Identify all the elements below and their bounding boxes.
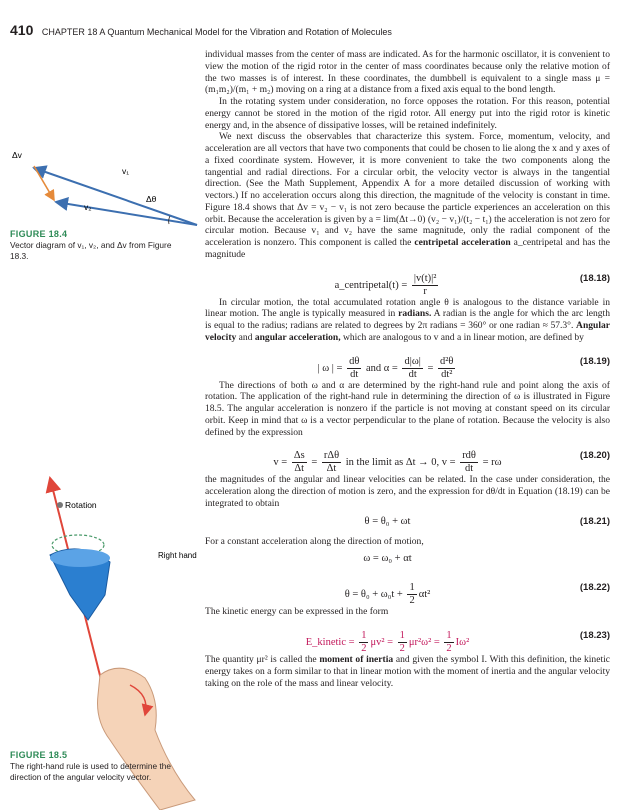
figure-18-4-caption xyxy=(10,229,190,262)
figure-18-5-caption-text: The right-hand rule is used to determine the direction of the angular velocity vector. xyxy=(10,761,171,782)
equation-18-22: θ = θ₀ + ω₀t + $\frac{1}{2}$ αt² (18.22) xyxy=(344,582,610,607)
equation-18-21: θ = θ₀ + ωt (18.21) xyxy=(364,515,610,527)
figure-18-5-caption xyxy=(10,750,190,783)
term-moment-of-inertia: moment of inertia xyxy=(319,654,394,665)
equation-number: (18.22) xyxy=(579,582,610,594)
label-rotation: Rotation xyxy=(65,500,97,510)
label-v2: v₂ xyxy=(84,202,92,212)
label-v1: v₁ xyxy=(122,166,130,176)
equation-18-18: a_centripetal(t) = $\frac{\text{|v(t)|²}}{r}$ (18.18) xyxy=(334,272,610,297)
figure-18-5-label: FIGURE 18.5 xyxy=(10,750,68,760)
term-centripetal-acceleration: centripetal acceleration xyxy=(414,237,511,248)
equation-number: (18.19) xyxy=(579,355,610,367)
term-angular-velocity: Angular velocity xyxy=(205,320,610,343)
v1-arrow xyxy=(34,168,197,225)
figure-18-4-caption-text: Vector diagram of v₁, v₂, and Δv from Figure 18.3. xyxy=(10,240,172,261)
paragraph-2: In the rotating system under consideration, no force opposes the rotation. For this reason, potential energy cannot be stored in the motion of the rigid rotor. All energy put into the rigid rotor is kinetic energy and, in the absence of dissipative losses, will be retained indefinitely. xyxy=(205,96,610,131)
main-text-column xyxy=(205,49,610,689)
running-header xyxy=(10,22,392,38)
spinning-top-rim xyxy=(50,549,110,567)
paragraph-4: In circular motion, the total accumulated rotation angle θ is analogous to the distance variable in linear motion. The angle is typically measured in radians. A radian is the angle for which the arc length is equal to the radius; radians are related to degrees by 2π radians = 360° or one radian ≈ 57.3°. Angular velocity and angular acceleration, which are analogous to v and a in linear motion, are defined by xyxy=(205,296,610,343)
equation-18-19: | ω | = $\frac{d\theta}{dt}$ and α = $\frac{d|\omega|}{dt}$ = $\frac{\text{d²θ}}{\text{dt²}}$ (18.19) xyxy=(317,355,610,380)
label-delta-theta: Δθ xyxy=(146,194,157,204)
paragraph-5: The directions of both ω and α are determined by the right-hand rule and point along the axis of rotation. The application of the right-hand rule in determining the direction of ω is illustrated in Figure 18.5. The angular acceleration is nonzero if the particle is not moving at constant speed on its circular orbit. Keep in mind that ω is a vector perpendicular to the plane of rotation. Because the velocity is also defined by the expression xyxy=(205,379,610,438)
equation-number: (18.18) xyxy=(579,272,610,284)
equation-number: (18.21) xyxy=(579,515,610,527)
equation-18-23: E_kinetic = $\frac{1}{2}$ μv² = $\frac{1}{2}$ μr²ω² = $\frac{1}{2}$ Iω² (18.23) xyxy=(305,630,610,654)
figure-18-4-label: FIGURE 18.4 xyxy=(10,229,68,239)
equation-number: (18.20) xyxy=(579,450,610,462)
equation-number: (18.23) xyxy=(579,630,610,641)
term-radians: radians. xyxy=(398,308,432,320)
term-angular-acceleration: angular acceleration, xyxy=(254,331,341,343)
paragraph-9: The quantity μr² is called the moment of inertia and given the symbol I. With this definition, the kinetic energy takes on a form similar to that in linear motion with the moment of inertia and the angular velocity taking on the role of the mass and linear velocity. xyxy=(205,654,610,689)
paragraph-1: individual masses from the center of mass are indicated. As for the harmonic oscillator, it is convenient to view the motion of the rigid rotor in the center of mass coordinates because only the relative motion of the two masses is of interest. In these coordinates, the dumbbell is equivalent to a single mass μ = (m₁m₂)/(m₁ + m₂) moving on a ring at a distance from a fixed axis equal to the bond length. xyxy=(205,49,610,96)
equation-omega: ω = ω₀ + αt xyxy=(363,553,412,565)
label-right-hand: Right hand xyxy=(158,551,197,560)
page-number: 410 xyxy=(10,22,34,38)
right-hand-icon xyxy=(98,668,196,810)
equation-18-20: v = $\frac{\Delta s}{\Delta t}$ = $\frac{\text{rΔθ}}{\Delta t}$ in the limit as Δt → 0, v = $\frac{\text{rdθ}}{dt}$ = rω (18.20) xyxy=(273,450,610,475)
paragraph-8: The kinetic energy can be expressed in the form xyxy=(205,606,389,618)
v2-arrow xyxy=(56,202,197,225)
label-delta-v: Δv xyxy=(12,150,22,160)
rotation-marker-dot xyxy=(57,502,63,508)
paragraph-7: For a constant acceleration along the direction of motion, xyxy=(205,535,424,547)
paragraph-3: We next discuss the observables that characterize this system. Force, momentum, velocity, and acceleration are all vectors that have two components that could be chosen to lie along the x and y axes of a fixed coordinate system. However, it is more convenient to take the two components along the tangential and radial directions. For a circular orbit, the velocity vector is always in the tangential direction. (See the Math Supplement, Appendix A for a more detailed discussion of working with vectors.) If no acceleration occurs along this direction, the magnitude of the velocity is constant in time. Figure 18.4 shows that Δv = v₂ − v₁ is not zero because the particle experiences an acceleration on this orbit. Because the acceleration is given by a = lim(Δt→0) (v₂ − v₁)/(t₂ − t₁) the acceleration is not zero for circular motion. Because v₁ and v₂ have the same magnitude, only the radial component of the acceleration is nonzero. This component is called the centripetal acceleration a_centripetal and has the magnitude xyxy=(205,131,610,260)
paragraph-6: the magnitudes of the angular and linear velocities can be related. In the case under consideration, the acceleration along the direction of motion is zero, and the expression for dθ/dt in Equation (18.19) can be integrated to obtain xyxy=(205,474,610,509)
running-title: CHAPTER 18 A Quantum Mechanical Model for the Vibration and Rotation of Molecules xyxy=(41,27,392,37)
figure-18-4-vector-diagram xyxy=(12,130,202,240)
